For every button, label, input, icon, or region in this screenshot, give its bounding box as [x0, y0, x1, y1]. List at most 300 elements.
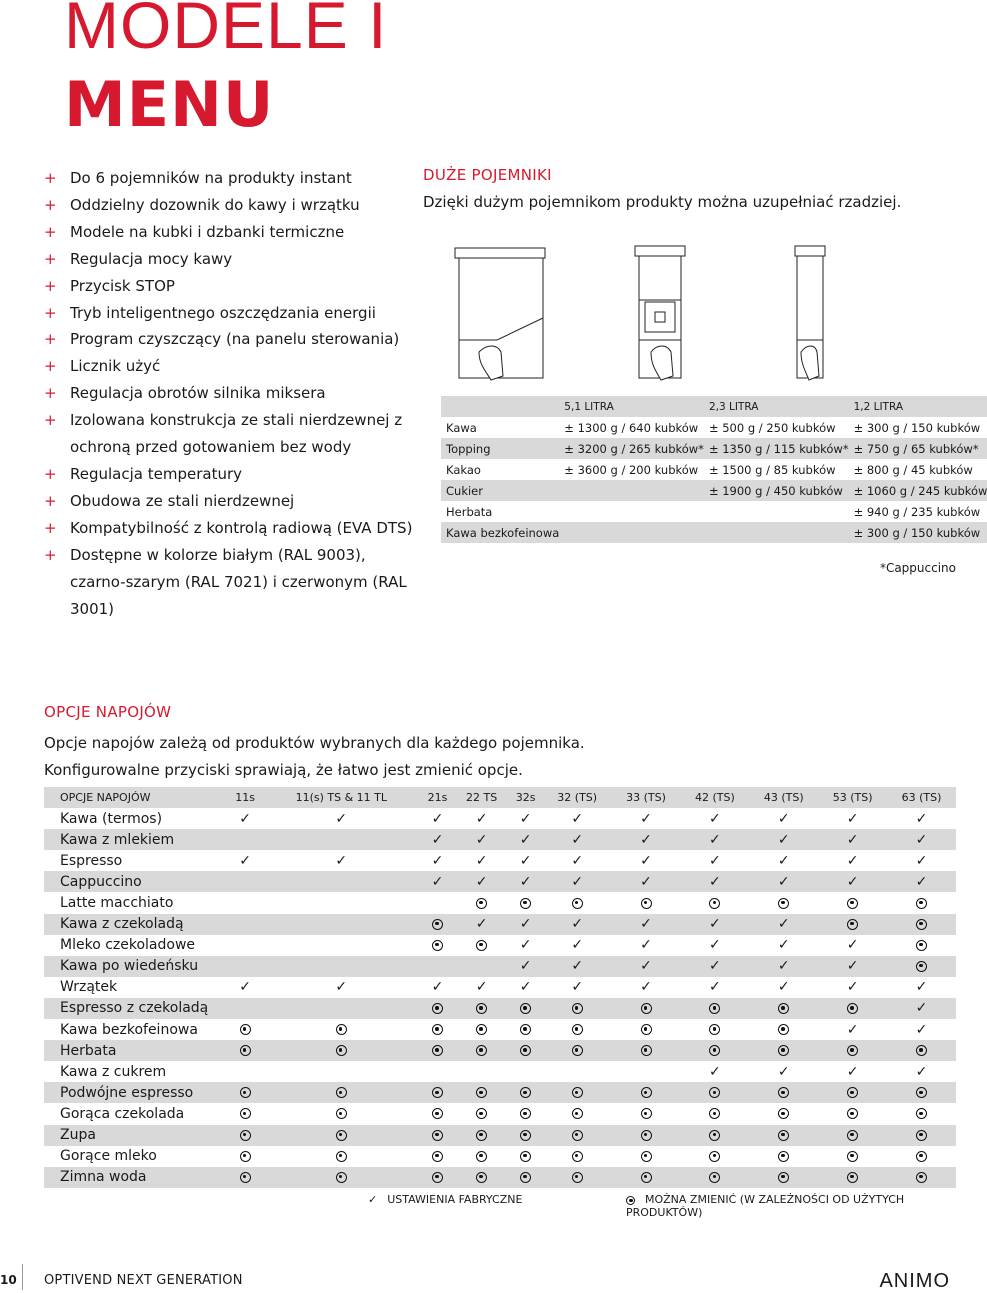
capacity-row — [441, 501, 987, 522]
dot-circle-icon — [612, 1082, 681, 1103]
dot-circle-icon — [680, 1019, 749, 1040]
dot-circle-icon — [543, 1125, 612, 1146]
footer-divider — [22, 1264, 23, 1290]
dot-circle-icon — [626, 1193, 635, 1206]
dot-circle-icon — [818, 1146, 887, 1167]
dot-circle-icon — [680, 892, 749, 913]
capacity-cell: ± 1900 g / 450 kubków — [704, 480, 849, 501]
drink-name: Kawa po wiedeńsku — [44, 956, 228, 977]
check-icon: ✓ — [777, 937, 790, 954]
feature-item — [44, 353, 414, 380]
drink-row — [44, 1146, 956, 1167]
container-capacity-table — [441, 396, 987, 543]
drink-options-header-cell: 63 (TS) — [887, 787, 956, 808]
capacity-cell: Topping — [441, 438, 559, 459]
check-icon: ✓ — [431, 810, 444, 827]
dot-circle-icon — [420, 1019, 454, 1040]
dot-circle-icon — [818, 1082, 887, 1103]
dot-circle-icon — [543, 1146, 612, 1167]
check-icon: ✓ — [818, 829, 887, 850]
container-illustrations — [445, 240, 957, 390]
empty-cell — [455, 1061, 509, 1082]
drink-options-header-cell: 33 (TS) — [612, 787, 681, 808]
drink-name: Gorące mleko — [60, 1148, 157, 1165]
check-icon: ✓ — [777, 979, 790, 996]
drink-options-header-cell: 22 TS — [455, 787, 509, 808]
drink-name: Kawa z mlekiem — [44, 829, 228, 850]
check-icon: ✓ — [846, 937, 859, 954]
feature-item — [44, 300, 414, 327]
check-icon: ✓ — [420, 871, 454, 892]
dot-circle-icon — [509, 1040, 543, 1061]
dot-circle-icon — [749, 1146, 818, 1167]
dot-circle-icon — [262, 1082, 420, 1103]
dot-circle-icon — [543, 998, 612, 1019]
empty-cell — [262, 871, 420, 892]
drink-row — [44, 1019, 956, 1040]
dot-circle-icon — [509, 1146, 543, 1167]
dot-circle-icon — [680, 1082, 749, 1103]
check-icon: ✓ — [239, 852, 251, 869]
check-icon: ✓ — [640, 810, 652, 827]
dot-circle-icon — [262, 1040, 420, 1061]
capacity-cell: ± 1350 g / 115 kubków* — [704, 438, 849, 459]
check-icon: ✓ — [915, 810, 928, 827]
check-icon: ✓ — [239, 810, 251, 827]
dot-circle-icon — [680, 998, 749, 1019]
check-icon: ✓ — [915, 979, 928, 996]
check-icon: ✓ — [612, 871, 681, 892]
dot-circle-icon — [509, 1103, 543, 1124]
check-icon: ✓ — [475, 852, 488, 869]
check-icon: ✓ — [475, 810, 488, 827]
empty-cell — [262, 998, 420, 1019]
feature-list — [44, 165, 414, 622]
dot-circle-icon — [887, 892, 956, 913]
plus-icon: + — [44, 169, 57, 187]
capacity-cell: 5,1 LITRA — [559, 396, 704, 417]
dot-circle-icon — [262, 1146, 420, 1167]
dot-circle-icon — [887, 1146, 956, 1167]
dot-circle-icon — [228, 1167, 262, 1188]
capacity-cell — [704, 501, 849, 522]
empty-cell — [228, 935, 262, 956]
dot-circle-icon — [509, 998, 543, 1019]
big-containers-description: Dzięki dużym pojemnikom produkty można uzupełniać rzadziej. — [423, 193, 902, 211]
dot-circle-icon — [420, 1040, 454, 1061]
drink-options-title: OPCJE NAPOJÓW — [44, 703, 172, 721]
container-2-3-litre-icon — [635, 246, 685, 380]
feature-item — [44, 165, 414, 192]
capacity-cell: ± 800 g / 45 kubków — [853, 462, 973, 477]
empty-cell — [420, 956, 454, 977]
feature-label: Regulacja mocy kawy — [70, 249, 233, 268]
empty-cell — [420, 892, 454, 913]
dot-circle-icon — [509, 1082, 543, 1103]
drink-options-description — [44, 730, 585, 784]
drink-row — [44, 1103, 956, 1124]
dot-circle-icon — [420, 998, 454, 1019]
feature-label: Przycisk STOP — [70, 276, 175, 295]
feature-item — [44, 407, 414, 461]
capacity-cell: ± 1300 g / 640 kubków — [564, 420, 699, 435]
dot-circle-icon — [612, 1167, 681, 1188]
check-icon: ✓ — [749, 829, 818, 850]
drink-row — [44, 914, 956, 935]
drink-name: Mleko czekoladowe — [60, 937, 196, 954]
empty-cell — [228, 1061, 262, 1082]
dot-circle-icon — [749, 1040, 818, 1061]
plus-icon: + — [44, 303, 57, 322]
dot-circle-icon — [887, 1103, 956, 1124]
plus-icon: + — [44, 411, 57, 430]
dot-circle-icon — [818, 1125, 887, 1146]
empty-cell — [420, 1061, 454, 1082]
check-icon: ✓ — [543, 829, 612, 850]
capacity-cell: Kawa bezkofeinowa — [441, 522, 559, 543]
feature-item — [44, 192, 414, 219]
capacity-row — [441, 522, 987, 543]
dot-circle-icon — [420, 935, 454, 956]
plus-icon: + — [44, 222, 57, 241]
check-icon: ✓ — [749, 914, 818, 935]
check-icon: ✓ — [571, 937, 584, 954]
empty-cell — [262, 892, 420, 913]
empty-cell — [509, 1061, 543, 1082]
dot-circle-icon — [455, 935, 509, 956]
drink-options-desc-line1: Opcje napojów zależą od produktów wybranych dla każdego pojemnika. — [44, 734, 585, 752]
check-icon: ✓ — [519, 810, 532, 827]
capacity-cell — [559, 522, 704, 543]
dot-circle-icon — [420, 914, 454, 935]
check-icon: ✓ — [915, 1063, 928, 1080]
dot-circle-icon — [680, 1040, 749, 1061]
feature-label: Tryb inteligentnego oszczędzania energii — [70, 303, 376, 322]
plus-icon: + — [44, 276, 57, 295]
drink-options-table — [44, 787, 956, 1188]
capacity-row — [441, 480, 987, 501]
dot-circle-icon — [509, 892, 543, 913]
feature-item — [44, 219, 414, 246]
check-icon: ✓ — [571, 852, 584, 869]
drink-name: Espresso z czekoladą — [44, 998, 228, 1019]
capacity-row — [441, 438, 987, 459]
check-icon: ✓ — [640, 979, 652, 996]
check-icon: ✓ — [368, 1193, 378, 1206]
dot-circle-icon — [543, 1082, 612, 1103]
container-5-1-litre-icon — [455, 248, 545, 380]
dot-circle-icon — [420, 1082, 454, 1103]
empty-cell — [612, 1061, 681, 1082]
empty-cell — [228, 956, 262, 977]
dot-circle-icon — [680, 1146, 749, 1167]
check-icon: ✓ — [777, 852, 790, 869]
check-icon: ✓ — [335, 979, 348, 996]
check-icon: ✓ — [887, 998, 956, 1019]
dot-circle-icon — [455, 1167, 509, 1188]
check-icon: ✓ — [709, 852, 721, 869]
capacity-cell: ± 1060 g / 245 kubków — [849, 480, 987, 501]
drink-row — [44, 935, 956, 956]
check-icon: ✓ — [846, 1021, 859, 1038]
check-icon: ✓ — [519, 937, 532, 954]
feature-item — [44, 326, 414, 353]
check-icon: ✓ — [846, 810, 859, 827]
dot-circle-icon — [420, 1103, 454, 1124]
dot-circle-icon — [749, 998, 818, 1019]
drink-row — [44, 1125, 956, 1146]
footer-text: OPTIVEND NEXT GENERATION — [44, 1273, 243, 1288]
plus-icon: + — [44, 464, 57, 483]
dot-circle-icon — [262, 1125, 420, 1146]
empty-cell — [228, 829, 262, 850]
drink-row — [44, 808, 956, 829]
dot-circle-icon — [887, 1040, 956, 1061]
dot-circle-icon — [612, 1019, 681, 1040]
drink-row — [44, 850, 956, 871]
page-number: 10 — [0, 1273, 17, 1287]
empty-cell — [228, 871, 262, 892]
check-icon: ✓ — [846, 1063, 859, 1080]
drink-name: Espresso — [60, 852, 123, 869]
feature-item — [44, 246, 414, 273]
check-icon: ✓ — [709, 937, 721, 954]
check-icon: ✓ — [749, 871, 818, 892]
dot-circle-icon — [680, 1167, 749, 1188]
capacity-cell: Cukier — [441, 480, 559, 501]
check-icon: ✓ — [680, 914, 749, 935]
feature-label: Do 6 pojemników na produkty instant — [70, 169, 352, 187]
check-icon: ✓ — [846, 979, 859, 996]
plus-icon: + — [44, 249, 57, 268]
check-icon: ✓ — [455, 914, 509, 935]
check-icon: ✓ — [239, 979, 251, 996]
dot-circle-icon — [228, 1019, 262, 1040]
feature-label: Obudowa ze stali nierdzewnej — [70, 491, 295, 510]
feature-item — [44, 515, 414, 542]
drink-row — [44, 829, 956, 850]
legend-factory-label: USTAWIENIA FABRYCZNE — [387, 1193, 523, 1206]
dot-circle-icon — [262, 1019, 420, 1040]
dot-circle-icon — [749, 1019, 818, 1040]
feature-label: Kompatybilność z kontrolą radiową (EVA DTS) — [70, 518, 413, 537]
empty-cell — [228, 914, 262, 935]
dot-circle-icon — [612, 998, 681, 1019]
dot-circle-icon — [887, 1082, 956, 1103]
drink-row — [44, 871, 956, 892]
drink-row — [44, 892, 956, 913]
dot-circle-icon — [887, 914, 956, 935]
capacity-cell: ± 940 g / 235 kubków — [853, 504, 981, 519]
dot-circle-icon — [612, 1146, 681, 1167]
capacity-cell: ± 3200 g / 265 kubków* — [559, 438, 704, 459]
dot-circle-icon — [455, 1019, 509, 1040]
check-icon: ✓ — [887, 829, 956, 850]
drink-name: Latte macchiato — [60, 895, 174, 912]
check-icon: ✓ — [915, 852, 928, 869]
check-icon: ✓ — [475, 979, 488, 996]
dot-circle-icon — [455, 1082, 509, 1103]
drink-options-header-cell: 43 (TS) — [749, 787, 818, 808]
animo-logo: ANIMO — [879, 1270, 950, 1292]
drink-row — [44, 956, 956, 977]
check-icon: ✓ — [543, 914, 612, 935]
feature-label: Program czyszczący (na panelu sterowania) — [70, 330, 400, 349]
check-icon: ✓ — [709, 979, 721, 996]
empty-cell — [262, 914, 420, 935]
drink-row — [44, 998, 956, 1019]
check-icon: ✓ — [335, 810, 348, 827]
plus-icon: + — [44, 195, 57, 214]
capacity-cell: ± 300 g / 150 kubków — [849, 522, 987, 543]
feature-label: Oddzielny dozownik do kawy i wrzątku — [70, 195, 360, 214]
dot-circle-icon — [749, 1082, 818, 1103]
legend-changeable-label: MOŻNA ZMIENIĆ (W ZALEŻNOŚCI OD UŻYTYCH PRODUKTÓW) — [626, 1193, 905, 1219]
dot-circle-icon — [509, 1125, 543, 1146]
dot-circle-icon — [543, 1040, 612, 1061]
dot-circle-icon — [749, 1167, 818, 1188]
check-icon: ✓ — [818, 956, 887, 977]
drink-options-header-cell: 32s — [509, 787, 543, 808]
check-icon: ✓ — [420, 829, 454, 850]
plus-icon: + — [44, 545, 57, 564]
feature-label: Regulacja obrotów silnika miksera — [70, 384, 326, 403]
dot-circle-icon — [818, 892, 887, 913]
dot-circle-icon — [818, 1040, 887, 1061]
plus-icon: + — [44, 491, 57, 510]
feature-item — [44, 380, 414, 407]
dot-circle-icon — [887, 935, 956, 956]
feature-label: Dostępne w kolorze białym (RAL 9003), czarno-szarym (RAL 7021) i czerwonym (RAL 3001) — [70, 545, 407, 618]
check-icon: ✓ — [887, 871, 956, 892]
feature-label: Licznik użyć — [70, 357, 161, 376]
dot-circle-icon — [228, 1103, 262, 1124]
dot-circle-icon — [680, 1103, 749, 1124]
dot-circle-icon — [455, 1125, 509, 1146]
drink-name: Kawa z czekoladą — [44, 914, 228, 935]
dot-circle-icon — [612, 1040, 681, 1061]
dot-circle-icon — [818, 1167, 887, 1188]
dot-circle-icon — [612, 1103, 681, 1124]
check-icon: ✓ — [818, 871, 887, 892]
feature-item — [44, 542, 414, 623]
empty-cell — [543, 1061, 612, 1082]
check-icon: ✓ — [777, 810, 790, 827]
dot-circle-icon — [455, 1040, 509, 1061]
drink-options-header-row — [44, 787, 956, 808]
plus-icon: + — [44, 518, 57, 537]
check-icon: ✓ — [709, 810, 721, 827]
dot-circle-icon — [228, 1040, 262, 1061]
dot-circle-icon — [612, 892, 681, 913]
check-icon: ✓ — [640, 937, 652, 954]
capacity-cell: Kawa — [446, 420, 477, 435]
drink-options-header-cell: 32 (TS) — [543, 787, 612, 808]
dot-circle-icon — [420, 1125, 454, 1146]
check-icon: ✓ — [431, 979, 444, 996]
dot-circle-icon — [887, 1125, 956, 1146]
drink-options-desc-line2: Konfigurowalne przyciski sprawiają, że łatwo jest zmienić opcje. — [44, 761, 523, 779]
container-1-2-litre-icon — [795, 246, 825, 380]
empty-cell — [228, 892, 262, 913]
check-icon: ✓ — [749, 956, 818, 977]
dot-circle-icon — [262, 1103, 420, 1124]
check-icon: ✓ — [509, 871, 543, 892]
capacity-cell: ± 3600 g / 200 kubków — [564, 462, 699, 477]
check-icon: ✓ — [640, 852, 652, 869]
capacity-header-row — [441, 396, 987, 417]
page-title-line1: MODELE I — [64, 0, 388, 62]
drink-name: Kawa z cukrem — [60, 1063, 167, 1080]
capacity-cell — [559, 480, 704, 501]
capacity-cell — [704, 522, 849, 543]
plus-icon: + — [44, 357, 57, 376]
check-icon: ✓ — [519, 852, 532, 869]
page-title-line2: MENU — [64, 68, 275, 141]
capacity-cell: 2,3 LITRA — [704, 396, 849, 417]
drink-name: Wrzątek — [60, 979, 118, 996]
capacity-cell: ± 1500 g / 85 kubków — [708, 462, 836, 477]
check-icon: ✓ — [431, 852, 444, 869]
check-icon: ✓ — [680, 829, 749, 850]
check-icon: ✓ — [335, 852, 348, 869]
legend-factory — [368, 1193, 522, 1206]
check-icon: ✓ — [509, 956, 543, 977]
drink-name: Kawa bezkofeinowa — [60, 1021, 198, 1038]
dot-circle-icon — [749, 1103, 818, 1124]
drink-row — [44, 1082, 956, 1103]
check-icon: ✓ — [612, 914, 681, 935]
dot-circle-icon — [455, 892, 509, 913]
feature-item — [44, 273, 414, 300]
check-icon: ✓ — [509, 829, 543, 850]
check-icon: ✓ — [543, 956, 612, 977]
check-icon: ✓ — [680, 871, 749, 892]
check-icon: ✓ — [455, 871, 509, 892]
drink-name: Zimna woda — [44, 1167, 228, 1188]
plus-icon: + — [44, 330, 57, 349]
feature-label: Regulacja temperatury — [70, 464, 243, 483]
dot-circle-icon — [887, 956, 956, 977]
dot-circle-icon — [228, 1125, 262, 1146]
check-icon: ✓ — [612, 829, 681, 850]
check-icon: ✓ — [612, 956, 681, 977]
capacity-cell: Kakao — [446, 462, 481, 477]
plus-icon: + — [44, 384, 57, 403]
check-icon: ✓ — [543, 871, 612, 892]
check-icon: ✓ — [846, 852, 859, 869]
legend-changeable — [626, 1193, 960, 1219]
dot-circle-icon — [749, 1125, 818, 1146]
dot-circle-icon — [455, 1146, 509, 1167]
dot-circle-icon — [680, 1125, 749, 1146]
capacity-row — [441, 459, 987, 480]
capacity-cell — [441, 396, 559, 417]
empty-cell — [262, 1061, 420, 1082]
capacity-cell: Herbata — [446, 504, 493, 519]
drink-name: Gorąca czekolada — [60, 1105, 185, 1122]
check-icon: ✓ — [571, 979, 584, 996]
drink-name: Herbata — [44, 1040, 228, 1061]
empty-cell — [455, 956, 509, 977]
feature-label: Modele na kubki i dzbanki termiczne — [70, 222, 345, 241]
capacity-cell: ± 750 g / 65 kubków* — [849, 438, 987, 459]
dot-circle-icon — [228, 1082, 262, 1103]
check-icon: ✓ — [777, 1063, 790, 1080]
dot-circle-icon — [455, 998, 509, 1019]
capacity-cell — [559, 501, 704, 522]
feature-label: Izolowana konstrukcja ze stali nierdzewnej z ochroną przed gotowaniem bez wody — [70, 411, 403, 457]
